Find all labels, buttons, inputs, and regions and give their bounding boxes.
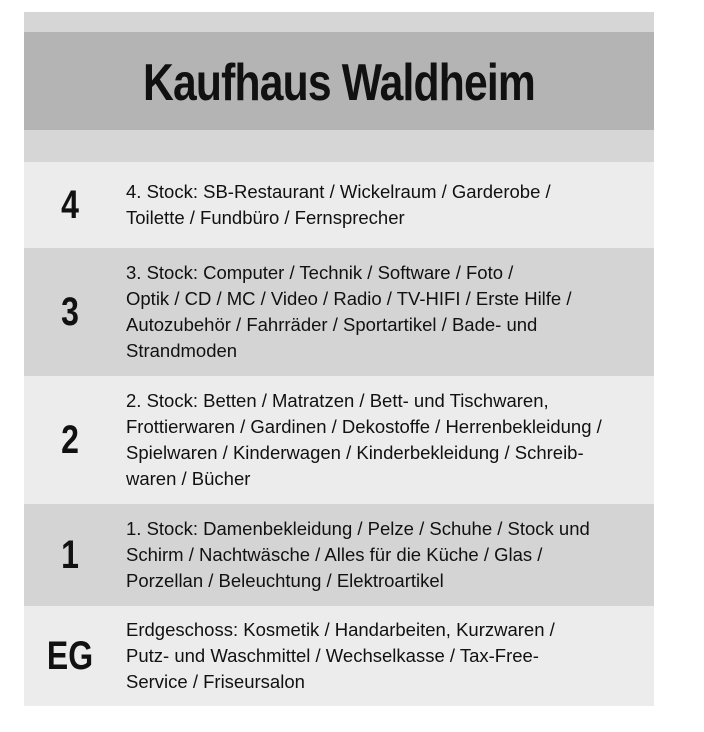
- floor-description: [116, 250, 654, 374]
- floor-row-2: [24, 376, 654, 504]
- floor-description-line: Autozubehör / Fahrräder / Sportartikel / Bade- und: [126, 314, 538, 335]
- floor-row-eg: [24, 606, 654, 706]
- floor-row-3: [24, 248, 654, 376]
- floor-description-line: waren / Bücher: [126, 468, 251, 489]
- floor-description-line: Strandmoden: [126, 340, 238, 361]
- floor-description-line: Frottierwaren / Gardinen / Dekostoffe / Herrenbekleidung /: [126, 416, 602, 437]
- floor-description-line: Erdgeschoss: Kosmetik / Handarbeiten, Kurzwaren /: [126, 619, 555, 640]
- floor-number: 2: [61, 417, 79, 462]
- floor-number: 3: [61, 289, 79, 334]
- floor-description-line: Toilette / Fundbüro / Fernsprecher: [126, 207, 405, 228]
- floor-description-line: Optik / CD / MC / Video / Radio / TV-HIFI / Erste Hilfe /: [126, 288, 572, 309]
- floor-description-line: 1. Stock: Damenbekleidung / Pelze / Schuhe / Stock und: [126, 518, 590, 539]
- floor-description-line: Schirm / Nachtwäsche / Alles für die Küche / Glas /: [126, 544, 543, 565]
- floor-description-line: Spielwaren / Kinderwagen / Kinderbekleidung / Schreib-: [126, 442, 584, 463]
- floor-description: [116, 506, 654, 604]
- floor-number: 4: [61, 182, 79, 227]
- floor-description-line: 2. Stock: Betten / Matratzen / Bett- und Tischwaren,: [126, 390, 549, 411]
- store-title: Kaufhaus Waldheim: [143, 54, 535, 112]
- header-gap-band: [24, 130, 654, 162]
- title-band: [24, 32, 654, 130]
- floor-description: [116, 378, 654, 502]
- floor-description-line: 3. Stock: Computer / Technik / Software / Foto /: [126, 262, 514, 283]
- floor-number: EG: [46, 633, 94, 678]
- floor-description-line: Porzellan / Beleuchtung / Elektroartikel: [126, 570, 444, 591]
- floor-description: [116, 169, 654, 241]
- floor-description-line: Putz- und Waschmittel / Wechselkasse / Tax-Free-: [126, 645, 539, 666]
- floor-description-line: 4. Stock: SB-Restaurant / Wickelraum / Garderobe /: [126, 181, 551, 202]
- floor-row-4: [24, 162, 654, 248]
- header-top-band: [24, 12, 654, 32]
- floor-number: 1: [61, 532, 79, 577]
- floor-description-line: Service / Friseursalon: [126, 671, 305, 692]
- floor-description: [116, 607, 654, 705]
- store-directory: [24, 12, 654, 706]
- floor-row-1: [24, 504, 654, 606]
